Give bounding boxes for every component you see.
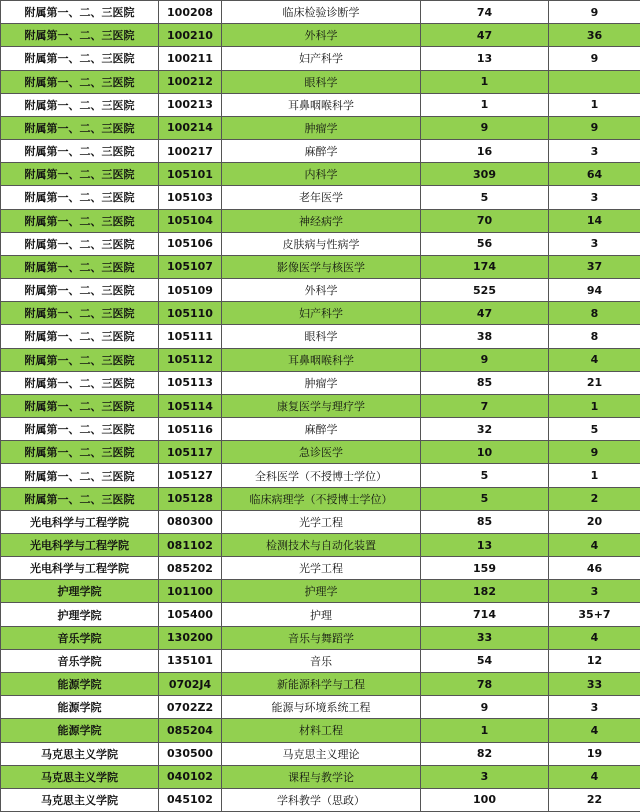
cell-code: 100208 (159, 1, 222, 24)
cell-code: 100217 (159, 140, 222, 163)
cell-count-a: 1 (421, 70, 549, 93)
cell-major: 检测技术与自动化装置 (222, 533, 421, 556)
table-row (1, 765, 640, 788)
cell-unit: 马克思主义学院 (1, 765, 159, 788)
cell-unit: 附属第一、二、三医院 (1, 441, 159, 464)
cell-count-a: 47 (421, 302, 549, 325)
table-row (1, 325, 640, 348)
cell-count-a: 7 (421, 394, 549, 417)
cell-count-b: 1 (549, 93, 640, 116)
cell-major: 影像医学与核医学 (222, 255, 421, 278)
cell-count-b: 20 (549, 510, 640, 533)
cell-count-a: 309 (421, 163, 549, 186)
cell-code: 105109 (159, 279, 222, 302)
cell-major: 光学工程 (222, 510, 421, 533)
cell-unit: 附属第一、二、三医院 (1, 70, 159, 93)
cell-count-b: 19 (549, 742, 640, 765)
cell-count-b: 3 (549, 186, 640, 209)
cell-major: 全科医学（不授博士学位） (222, 464, 421, 487)
cell-code: 105112 (159, 348, 222, 371)
cell-count-a: 174 (421, 255, 549, 278)
cell-unit: 音乐学院 (1, 649, 159, 672)
cell-count-b: 14 (549, 209, 640, 232)
cell-major: 耳鼻咽喉科学 (222, 348, 421, 371)
table-row (1, 603, 640, 626)
table-row (1, 719, 640, 742)
cell-count-b: 22 (549, 788, 640, 811)
cell-unit: 附属第一、二、三医院 (1, 24, 159, 47)
table-row (1, 696, 640, 719)
cell-count-b: 2 (549, 487, 640, 510)
table-row (1, 441, 640, 464)
cell-unit: 附属第一、二、三医院 (1, 163, 159, 186)
cell-code: 045102 (159, 788, 222, 811)
cell-count-b: 4 (549, 626, 640, 649)
cell-code: 081102 (159, 533, 222, 556)
cell-major: 学科教学（思政） (222, 788, 421, 811)
table-row (1, 394, 640, 417)
cell-count-a: 85 (421, 510, 549, 533)
cell-unit: 马克思主义学院 (1, 788, 159, 811)
table-row (1, 70, 640, 93)
cell-count-b: 9 (549, 441, 640, 464)
cell-count-a: 82 (421, 742, 549, 765)
cell-count-a: 33 (421, 626, 549, 649)
cell-code: 105103 (159, 186, 222, 209)
cell-major: 音乐与舞蹈学 (222, 626, 421, 649)
cell-count-a: 525 (421, 279, 549, 302)
cell-major: 新能源科学与工程 (222, 672, 421, 695)
cell-unit: 马克思主义学院 (1, 742, 159, 765)
cell-unit: 附属第一、二、三医院 (1, 140, 159, 163)
cell-unit: 附属第一、二、三医院 (1, 232, 159, 255)
cell-major: 麻醉学 (222, 140, 421, 163)
cell-count-a: 5 (421, 487, 549, 510)
cell-count-b: 4 (549, 348, 640, 371)
table-row (1, 464, 640, 487)
cell-unit: 附属第一、二、三医院 (1, 418, 159, 441)
cell-count-b: 94 (549, 279, 640, 302)
cell-code: 100212 (159, 70, 222, 93)
cell-major: 急诊医学 (222, 441, 421, 464)
table-row (1, 186, 640, 209)
cell-major: 康复医学与理疗学 (222, 394, 421, 417)
table-row (1, 279, 640, 302)
cell-count-a: 9 (421, 116, 549, 139)
cell-code: 101100 (159, 580, 222, 603)
cell-code: 100213 (159, 93, 222, 116)
cell-code: 085202 (159, 557, 222, 580)
table-row (1, 533, 640, 556)
cell-major: 护理 (222, 603, 421, 626)
table-row (1, 510, 640, 533)
cell-unit: 护理学院 (1, 580, 159, 603)
cell-count-b: 12 (549, 649, 640, 672)
cell-count-a: 5 (421, 186, 549, 209)
cell-unit: 附属第一、二、三医院 (1, 302, 159, 325)
cell-code: 105111 (159, 325, 222, 348)
cell-unit: 附属第一、二、三医院 (1, 116, 159, 139)
cell-major: 课程与教学论 (222, 765, 421, 788)
cell-unit: 附属第一、二、三医院 (1, 394, 159, 417)
cell-code: 100210 (159, 24, 222, 47)
cell-major: 眼科学 (222, 325, 421, 348)
cell-count-b: 8 (549, 302, 640, 325)
cell-code: 080300 (159, 510, 222, 533)
table-row (1, 255, 640, 278)
table-row (1, 557, 640, 580)
table-row (1, 672, 640, 695)
cell-unit: 光电科学与工程学院 (1, 510, 159, 533)
cell-count-a: 100 (421, 788, 549, 811)
cell-code: 105110 (159, 302, 222, 325)
cell-count-b: 9 (549, 1, 640, 24)
cell-major: 内科学 (222, 163, 421, 186)
cell-count-a: 159 (421, 557, 549, 580)
table-row (1, 232, 640, 255)
cell-count-b: 46 (549, 557, 640, 580)
cell-code: 135101 (159, 649, 222, 672)
cell-major: 妇产科学 (222, 47, 421, 70)
cell-major: 能源与环境系统工程 (222, 696, 421, 719)
cell-count-a: 32 (421, 418, 549, 441)
table-row (1, 209, 640, 232)
table-row (1, 140, 640, 163)
cell-unit: 音乐学院 (1, 626, 159, 649)
cell-code: 105107 (159, 255, 222, 278)
cell-count-a: 70 (421, 209, 549, 232)
cell-unit: 附属第一、二、三医院 (1, 325, 159, 348)
cell-count-b: 37 (549, 255, 640, 278)
cell-major: 皮肤病与性病学 (222, 232, 421, 255)
table-row (1, 418, 640, 441)
cell-unit: 附属第一、二、三医院 (1, 255, 159, 278)
cell-count-a: 10 (421, 441, 549, 464)
cell-count-b: 4 (549, 765, 640, 788)
cell-code: 105101 (159, 163, 222, 186)
cell-count-b: 4 (549, 719, 640, 742)
cell-code: 105114 (159, 394, 222, 417)
cell-count-b: 3 (549, 140, 640, 163)
cell-major: 神经病学 (222, 209, 421, 232)
cell-count-b: 36 (549, 24, 640, 47)
cell-unit: 附属第一、二、三医院 (1, 47, 159, 70)
cell-count-b: 4 (549, 533, 640, 556)
cell-count-a: 85 (421, 371, 549, 394)
cell-count-a: 1 (421, 719, 549, 742)
cell-major: 眼科学 (222, 70, 421, 93)
cell-code: 105104 (159, 209, 222, 232)
cell-code: 0702J4 (159, 672, 222, 695)
cell-major: 临床检验诊断学 (222, 1, 421, 24)
cell-code: 100211 (159, 47, 222, 70)
cell-count-a: 13 (421, 533, 549, 556)
cell-count-a: 1 (421, 93, 549, 116)
cell-code: 105127 (159, 464, 222, 487)
cell-unit: 光电科学与工程学院 (1, 533, 159, 556)
cell-unit: 附属第一、二、三医院 (1, 464, 159, 487)
cell-count-b: 3 (549, 232, 640, 255)
cell-unit: 附属第一、二、三医院 (1, 279, 159, 302)
cell-major: 光学工程 (222, 557, 421, 580)
cell-count-b: 9 (549, 116, 640, 139)
cell-major: 外科学 (222, 24, 421, 47)
cell-count-a: 74 (421, 1, 549, 24)
cell-major: 外科学 (222, 279, 421, 302)
cell-code: 105128 (159, 487, 222, 510)
cell-code: 105117 (159, 441, 222, 464)
cell-count-a: 47 (421, 24, 549, 47)
cell-unit: 附属第一、二、三医院 (1, 93, 159, 116)
table-row (1, 93, 640, 116)
table-row (1, 116, 640, 139)
cell-count-b: 33 (549, 672, 640, 695)
cell-code: 100214 (159, 116, 222, 139)
cell-count-a: 182 (421, 580, 549, 603)
cell-major: 护理学 (222, 580, 421, 603)
cell-count-a: 9 (421, 696, 549, 719)
cell-unit: 护理学院 (1, 603, 159, 626)
cell-major: 麻醉学 (222, 418, 421, 441)
cell-count-a: 38 (421, 325, 549, 348)
cell-unit: 附属第一、二、三医院 (1, 371, 159, 394)
cell-count-a: 13 (421, 47, 549, 70)
cell-unit: 附属第一、二、三医院 (1, 209, 159, 232)
table-row (1, 302, 640, 325)
cell-code: 130200 (159, 626, 222, 649)
cell-count-b: 8 (549, 325, 640, 348)
cell-count-a: 3 (421, 765, 549, 788)
cell-code: 105106 (159, 232, 222, 255)
cell-code: 105116 (159, 418, 222, 441)
cell-count-a: 714 (421, 603, 549, 626)
cell-count-a: 78 (421, 672, 549, 695)
cell-major: 耳鼻咽喉科学 (222, 93, 421, 116)
cell-code: 030500 (159, 742, 222, 765)
cell-count-a: 56 (421, 232, 549, 255)
cell-unit: 能源学院 (1, 719, 159, 742)
cell-major: 肿瘤学 (222, 371, 421, 394)
cell-major: 马克思主义理论 (222, 742, 421, 765)
cell-count-a: 5 (421, 464, 549, 487)
table-row (1, 371, 640, 394)
table-row (1, 626, 640, 649)
cell-code: 105400 (159, 603, 222, 626)
cell-major: 音乐 (222, 649, 421, 672)
cell-count-b: 1 (549, 394, 640, 417)
cell-count-b: 9 (549, 47, 640, 70)
table-row (1, 487, 640, 510)
cell-count-b: 35+7 (549, 603, 640, 626)
table-body (1, 1, 640, 812)
cell-unit: 能源学院 (1, 672, 159, 695)
table-row (1, 580, 640, 603)
table-row (1, 348, 640, 371)
cell-count-b: 1 (549, 464, 640, 487)
cell-unit: 光电科学与工程学院 (1, 557, 159, 580)
cell-code: 040102 (159, 765, 222, 788)
table-row (1, 47, 640, 70)
cell-major: 材料工程 (222, 719, 421, 742)
cell-unit: 附属第一、二、三医院 (1, 1, 159, 24)
cell-unit: 附属第一、二、三医院 (1, 186, 159, 209)
cell-count-a: 9 (421, 348, 549, 371)
cell-major: 肿瘤学 (222, 116, 421, 139)
cell-major: 妇产科学 (222, 302, 421, 325)
table-row (1, 649, 640, 672)
cell-count-a: 54 (421, 649, 549, 672)
cell-count-b: 3 (549, 696, 640, 719)
table-row (1, 1, 640, 24)
cell-unit: 附属第一、二、三医院 (1, 348, 159, 371)
cell-count-b: 64 (549, 163, 640, 186)
table-row (1, 742, 640, 765)
cell-major: 老年医学 (222, 186, 421, 209)
cell-count-b (549, 70, 640, 93)
cell-major: 临床病理学（不授博士学位） (222, 487, 421, 510)
cell-code: 105113 (159, 371, 222, 394)
table-row (1, 24, 640, 47)
cell-code: 0702Z2 (159, 696, 222, 719)
cell-code: 085204 (159, 719, 222, 742)
cell-count-b: 5 (549, 418, 640, 441)
cell-count-a: 16 (421, 140, 549, 163)
cell-count-b: 21 (549, 371, 640, 394)
table-row (1, 163, 640, 186)
cell-count-b: 3 (549, 580, 640, 603)
table-row (1, 788, 640, 811)
cell-unit: 附属第一、二、三医院 (1, 487, 159, 510)
cell-unit: 能源学院 (1, 696, 159, 719)
